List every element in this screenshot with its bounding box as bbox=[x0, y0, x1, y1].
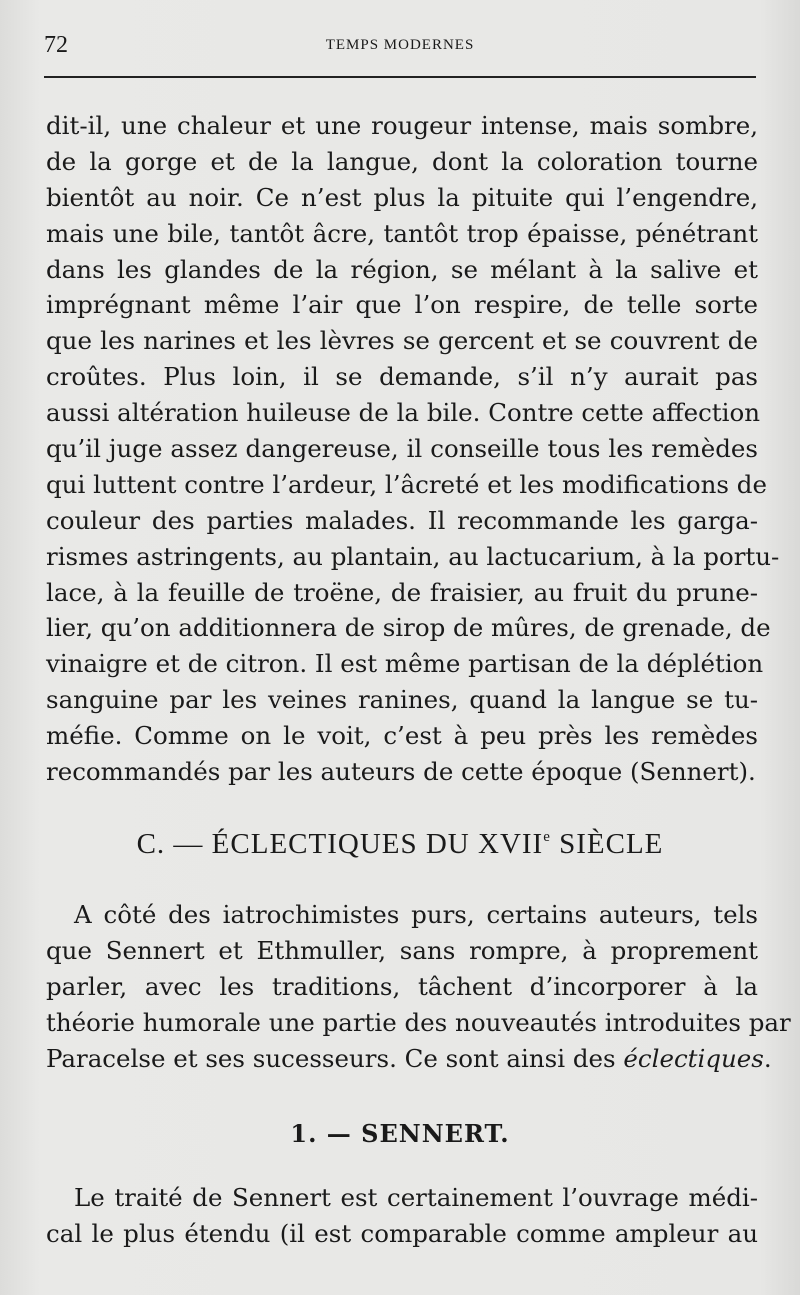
text-line: méfie. Comme on le voit, c’est à peu près les remèdes bbox=[46, 721, 758, 751]
text-line: théorie humorale une partie des nouveautés introduites par bbox=[46, 1007, 791, 1037]
text-line: de la gorge et de la langue, dont la coloration tourne bbox=[46, 146, 758, 176]
text-line: bientôt au noir. Ce n’est plus la pituite qui l’engendre, bbox=[46, 182, 758, 212]
text-line: dit-il, une chaleur et une rougeur intense, mais sombre, bbox=[46, 111, 758, 140]
page-number: 72 bbox=[44, 32, 68, 58]
section-heading-superscript: e bbox=[543, 829, 551, 845]
text-line: qu’il juge assez dangereuse, il conseille tous les remèdes bbox=[46, 434, 758, 464]
text-line: que les narines et les lèvres se gercent et se couvrent de bbox=[46, 326, 758, 356]
body-paragraph-continuation bbox=[46, 108, 780, 790]
italic-term: éclectiques bbox=[623, 1043, 764, 1073]
text-line: vinaigre et de citron. Il est même partisan de la déplétion bbox=[46, 649, 764, 679]
text-line: couleur des parties malades. Il recommande les garga- bbox=[46, 505, 758, 535]
text-line: recommandés par les auteurs de cette époque (Sennert). bbox=[46, 757, 756, 787]
section-heading-text-end: SIÈCLE bbox=[550, 828, 664, 860]
text-line: qui luttent contre l’ardeur, l’âcreté et les modifications de bbox=[46, 469, 767, 499]
running-head bbox=[44, 32, 756, 62]
text-line: mais une bile, tantôt âcre, tantôt trop épaisse, pénétrant bbox=[46, 218, 758, 248]
body-paragraph bbox=[46, 897, 791, 1076]
section-heading-text: C. — ÉCLECTIQUES DU XVII bbox=[136, 828, 544, 860]
text-line: croûtes. Plus loin, il se demande, s’il n’y aurait pas bbox=[46, 362, 758, 392]
text-line: rismes astringents, au plantain, au lactucarium, à la portu- bbox=[46, 541, 780, 571]
header-rule bbox=[44, 76, 756, 78]
text-line: parler, avec les traditions, tâchent d’incorporer à la bbox=[46, 971, 758, 1001]
subsection-heading: 1. — SENNERT. bbox=[290, 1119, 510, 1148]
text-line: Le traité de Sennert est certainement l’ouvrage médi- bbox=[74, 1183, 758, 1212]
text-line: que Sennert et Ethmuller, sans rompre, à proprement bbox=[46, 935, 758, 965]
text-line: sanguine par les veines ranines, quand la langue se tu- bbox=[46, 685, 758, 715]
text-line: cal le plus étendu (il est comparable comme ampleur au bbox=[46, 1218, 758, 1248]
running-title: TEMPS MODERNES bbox=[325, 37, 475, 53]
text-line bbox=[46, 1041, 772, 1077]
text-line: aussi altération huileuse de la bile. Contre cette affection bbox=[46, 398, 761, 428]
text-line: imprégnant même l’air que l’on respire, de telle sorte bbox=[46, 290, 758, 320]
text-line: dans les glandes de la région, se mélant à la salive et bbox=[46, 254, 758, 284]
body-paragraph bbox=[46, 1180, 758, 1252]
section-heading bbox=[0, 828, 800, 861]
text-line: A côté des iatrochimistes purs, certains auteurs, tels bbox=[74, 900, 758, 929]
text-line: lace, à la feuille de troëne, de fraisier, au fruit du prune- bbox=[46, 577, 758, 607]
text-line: lier, qu’on additionnera de sirop de mûres, de grenade, de bbox=[46, 613, 771, 643]
text-line-start: Paracelse et ses sucesseurs. Ce sont ainsi des bbox=[46, 1043, 624, 1073]
text-line-end: . bbox=[763, 1043, 772, 1073]
